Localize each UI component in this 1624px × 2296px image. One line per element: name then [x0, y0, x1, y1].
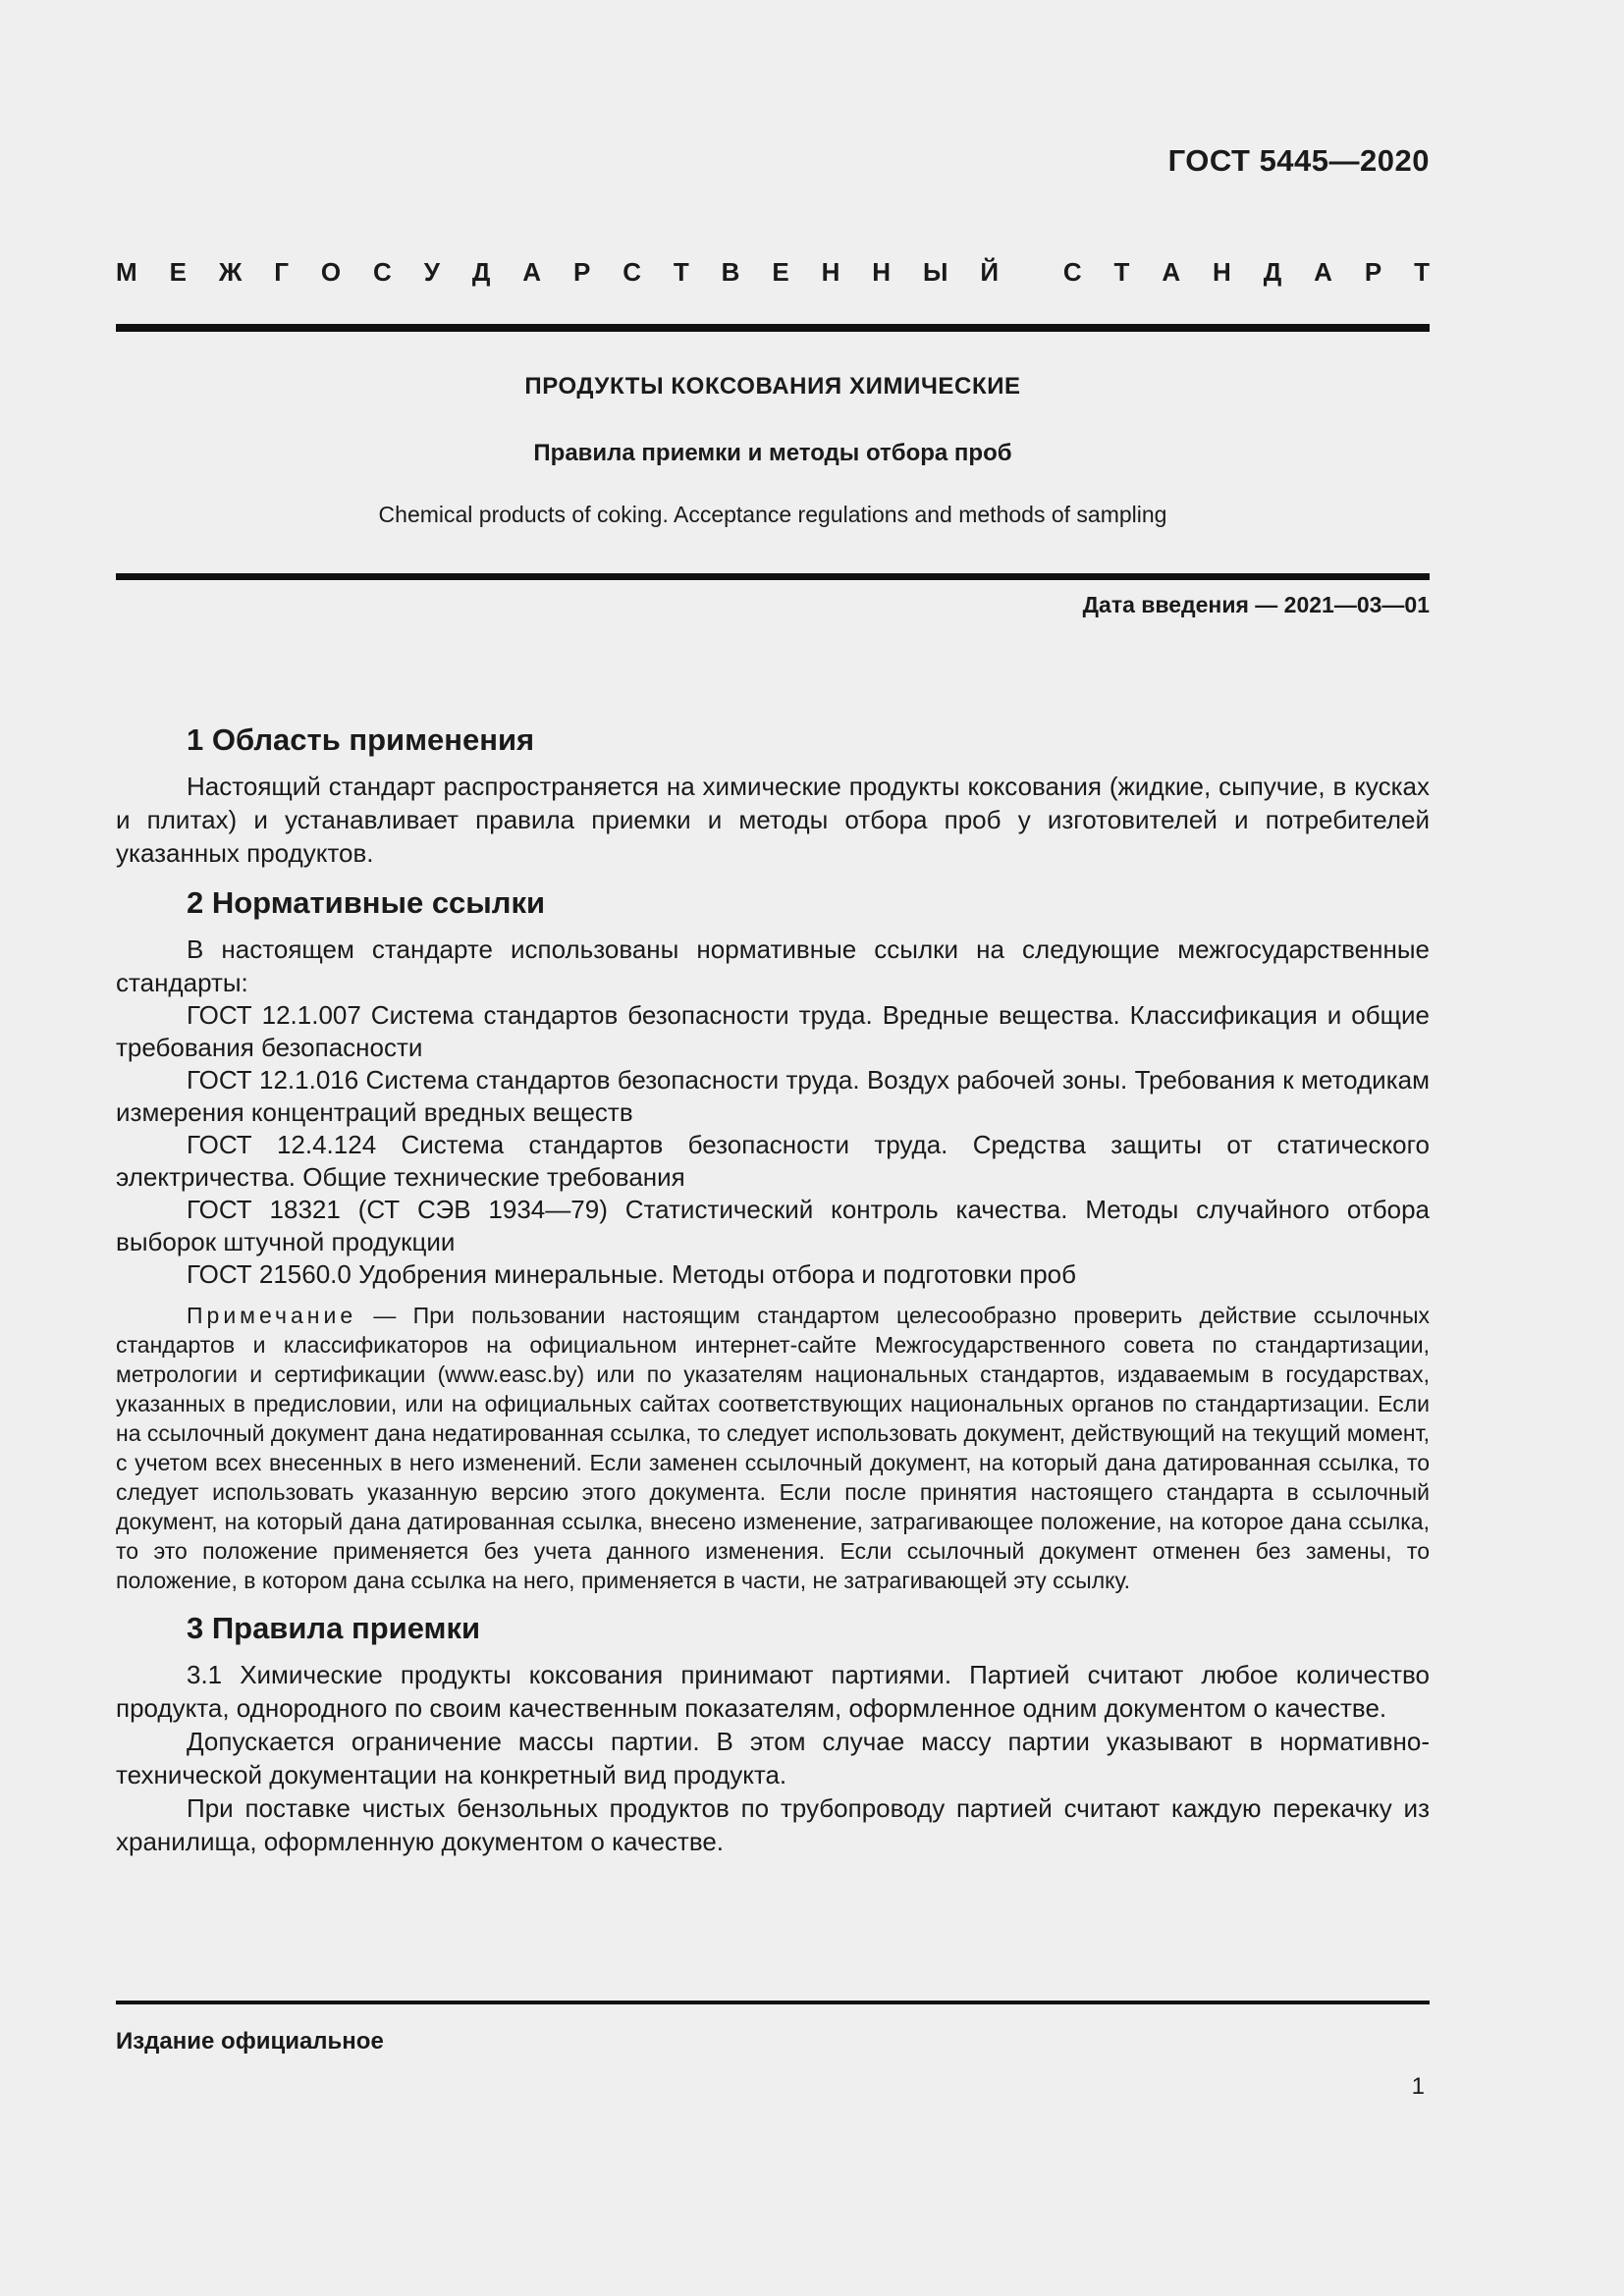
document-body [116, 721, 1430, 1858]
interstate-letter: Е [772, 257, 789, 287]
interstate-letter: А [1162, 257, 1181, 287]
official-edition-label: Издание официальное [116, 2028, 384, 2055]
section-2-intro: В настоящем стандарте использованы нормативные ссылки на следующие межгосударственные стандарты: [116, 934, 1430, 997]
interstate-letter: Т [1414, 257, 1430, 287]
interstate-letter: Г [274, 257, 289, 287]
interstate-letter: А [1314, 257, 1332, 287]
standard-number: ГОСТ 5445—2020 [1167, 143, 1430, 178]
reference-item: ГОСТ 12.4.124 Система стандартов безопасности труда. Средства защиты от статического электричества. Общие технические требования [116, 1130, 1430, 1192]
reference-item: ГОСТ 12.1.016 Система стандартов безопасности труда. Воздух рабочей зоны. Требования к методикам измерения концентраций вредных веществ [116, 1065, 1430, 1127]
document-title: ПРОДУКТЫ КОКСОВАНИЯ ХИМИЧЕСКИЕ [524, 373, 1021, 400]
introduction-date: Дата введения — 2021—03—01 [1082, 592, 1430, 617]
interstate-letter: С [1062, 257, 1082, 287]
interstate-letter: Т [1113, 257, 1130, 287]
section-1-text: Настоящий стандарт распространяется на химические продукты коксования (жидкие, сыпучие, в кусках и плитах) и устанавливает правила приемки и методы отбора проб у изготовителей и потребителей указанных продуктов. [116, 772, 1430, 868]
interstate-letter: Д [471, 257, 491, 287]
section-3-paragraph: Допускается ограничение массы партии. В этом случае массу партии указывают в нормативно-технической документации на конкретный вид продукта. [116, 1727, 1430, 1789]
document-subtitle: Правила приемки и методы отбора проб [533, 440, 1012, 466]
interstate-letter: Т [673, 257, 689, 287]
section-3-paragraph: 3.1 Химические продукты коксования принимают партиями. Партией считают любое количество продукта, однородного по своим качественным показателям, оформленное одним документом о качестве. [116, 1660, 1430, 1723]
interstate-letter: Н [1213, 257, 1231, 287]
section-1-heading: 1 Область применения [187, 722, 535, 757]
interstate-letter: Н [872, 257, 892, 287]
reference-item: ГОСТ 12.1.007 Система стандартов безопасности труда. Вредные вещества. Классификация и общие требования безопасности [116, 1000, 1430, 1062]
reference-item: ГОСТ 21560.0 Удобрения минеральные. Методы отбора и подготовки проб [187, 1259, 1077, 1289]
interstate-letter: Ы [922, 257, 948, 287]
interstate-letter: Й [980, 257, 1000, 287]
interstate-letter: С [623, 257, 641, 287]
note-label: Примечание [187, 1303, 357, 1328]
interstate-letter: У [423, 257, 440, 287]
references-note [116, 1301, 1430, 1595]
note-text: — При пользовании настоящим стандартом целесообразно проверить действие ссылочных стандартов и классификаторов на официальном интернет-сайте Межгосударственного совета по стандартизации, метрологии и сертификации (www.easc.by) или по указателям национальных стандартов, издаваемым в государствах, указанных в предисловии, или на официальных сайтах соответствующих национальных органов по стандартизации. Если на ссылочный документ дана недатированная ссылка, то следует использовать документ, действующий на текущий момент, с учетом всех внесенных в него изменений. Если заменен ссылочный документ, на который дана датированная ссылка, то следует использовать указанную версию этого документа. Если после принятия настоящего стандарта в ссылочный документ, на который дана датированная ссылка, внесено изменение, затрагивающее положение, на которое дана ссылка, то это положение применяется без учета данного изменения. Если ссылочный документ отменен без замены, то положение, в котором дана ссылка на него, применяется в части, не затрагивающей эту ссылку. [116, 1303, 1430, 1593]
interstate-letter: В [721, 257, 740, 287]
english-title: Chemical products of coking. Acceptance regulations and methods of sampling [378, 502, 1167, 527]
interstate-letter: М [116, 257, 137, 287]
interstate-letter: Е [169, 257, 187, 287]
page-number: 1 [1411, 2073, 1425, 2100]
interstate-letter: Р [1364, 257, 1382, 287]
interstate-letter: О [320, 257, 342, 287]
title-rule [116, 573, 1430, 580]
interstate-letter: Ж [218, 257, 243, 287]
interstate-letter: А [522, 257, 542, 287]
interstate-letter: Н [821, 257, 840, 287]
section-3-heading: 3 Правила приемки [187, 1611, 481, 1645]
interstate-letter: Д [1263, 257, 1282, 287]
section-2-heading: 2 Нормативные ссылки [187, 885, 546, 920]
interstate-standard-label [116, 257, 1430, 288]
section-3-paragraph: При поставке чистых бензольных продуктов по трубопроводу партией считают каждую перекачку из хранилища, оформленную документом о качестве. [116, 1793, 1430, 1856]
header-rule [116, 324, 1430, 332]
interstate-letter: Р [572, 257, 591, 287]
footer-rule [116, 2001, 1430, 2004]
interstate-letter: С [373, 257, 392, 287]
reference-item: ГОСТ 18321 (СТ СЭВ 1934—79) Статистический контроль качества. Методы случайного отбора выборок штучной продукции [116, 1195, 1430, 1256]
